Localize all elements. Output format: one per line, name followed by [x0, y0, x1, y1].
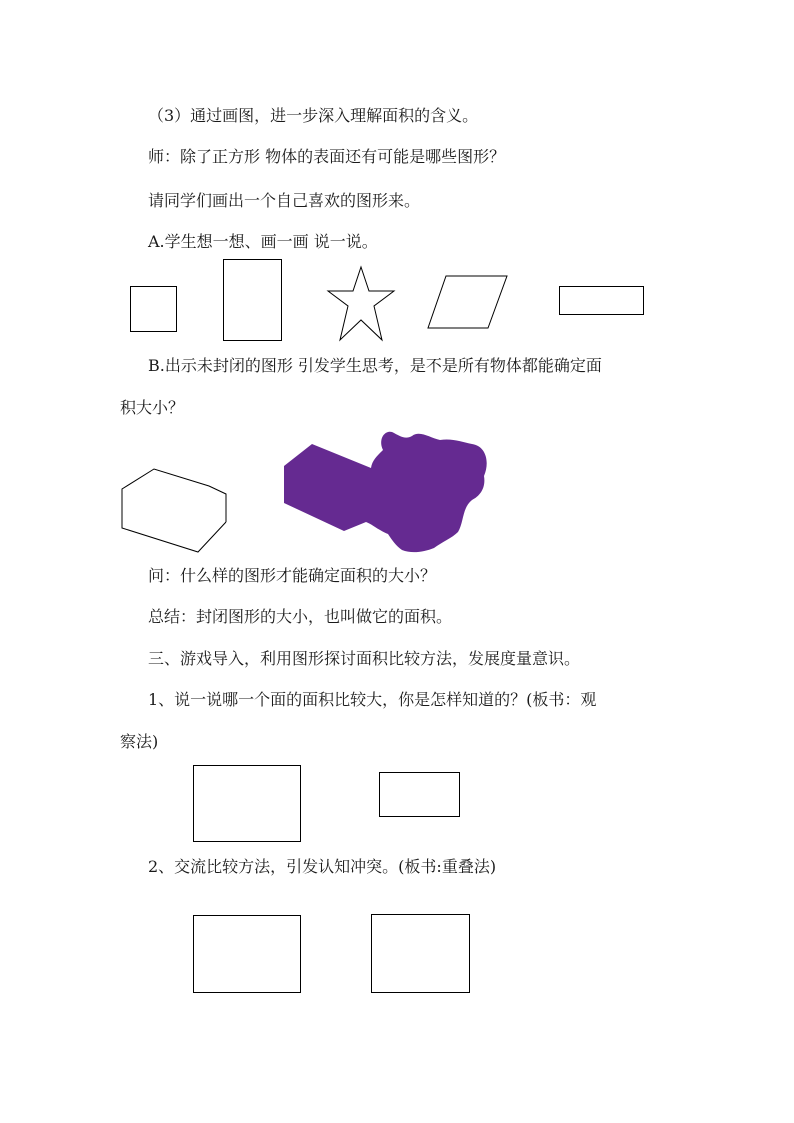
drawing-instruction: 请同学们画出一个自己喜欢的图形来。 — [148, 191, 421, 210]
star-shape — [328, 267, 394, 340]
square-shape — [131, 287, 177, 332]
item-2: 2、交流比较方法，引发认知冲突。(板书:重叠法) — [148, 857, 497, 876]
item-1: 1、说一说哪一个面的面积比较大，你是怎样知道的？(板书：观 — [148, 690, 597, 709]
overlap-left-rectangle — [194, 916, 301, 993]
step-a: A.学生想一想、画一画 说一说。 — [148, 232, 378, 251]
step-b-continued: 积大小？ — [120, 398, 185, 417]
summary: 总结：封闭图形的大小，也叫做它的面积。 — [148, 607, 453, 626]
irregular-purple-shape — [284, 432, 487, 552]
question-closed-shape: 问：什么样的图形才能确定面积的大小？ — [148, 566, 437, 585]
step-b: B.出示未封闭的图形 引发学生思考，是不是所有物体都能确定面 — [148, 356, 602, 375]
open-hexagon-shape — [122, 469, 226, 552]
compare-small-rectangle — [380, 773, 460, 817]
teacher-question: 师：除了正方形 物体的表面还有可能是哪些图形？ — [148, 147, 506, 166]
overlap-right-rectangle — [372, 915, 470, 993]
section-heading-3: （3）通过画图，进一步深入理解面积的含义。 — [148, 106, 479, 125]
item-1-continued: 察法) — [120, 732, 159, 751]
parallelogram-shape — [428, 276, 507, 328]
tall-rectangle-shape — [224, 260, 282, 341]
section-heading-three: 三、游戏导入，利用图形探讨面积比较方法，发展度量意识。 — [148, 649, 581, 668]
compare-large-rectangle — [194, 766, 301, 842]
wide-rectangle-shape — [560, 287, 644, 315]
